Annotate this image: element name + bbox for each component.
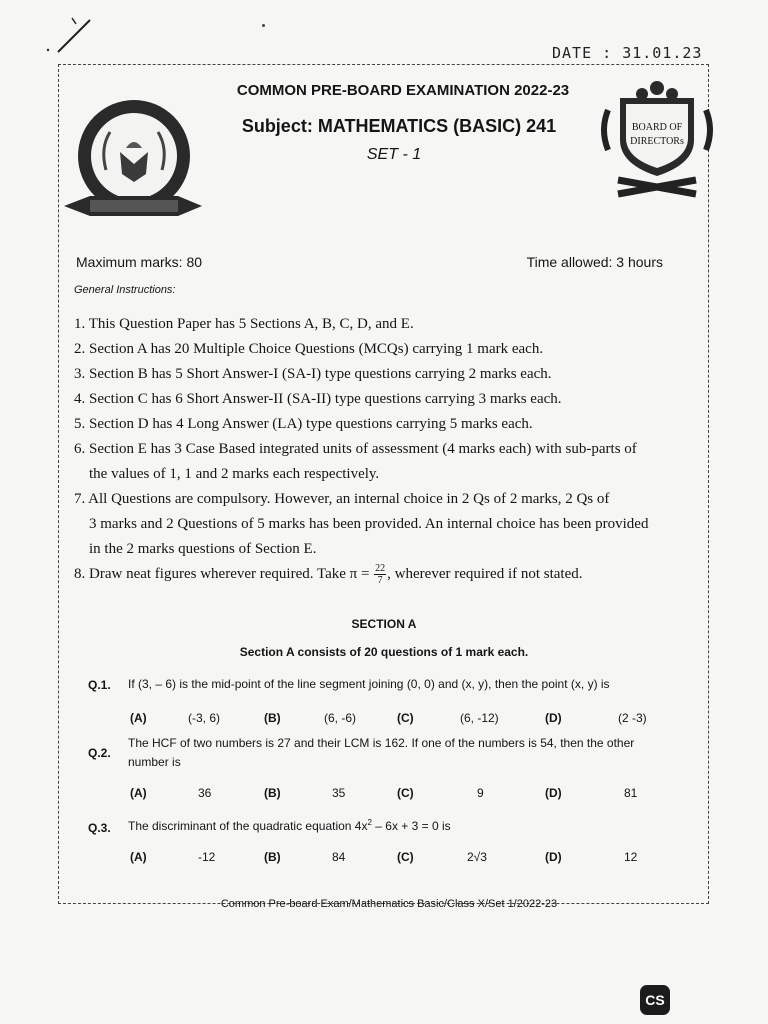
- question-text-cont: number is: [128, 755, 181, 769]
- subject-title: Subject: MATHEMATICS (BASIC) 241: [241, 116, 557, 136]
- stray-dot: [262, 24, 265, 27]
- logo-text-board-of: BOARD OF: [631, 122, 683, 133]
- instruction-6: 6. Section E has 3 Case Based integrated units of assessment (4 marks each) with sub-parts of: [74, 441, 637, 457]
- exponent: 2: [367, 818, 372, 827]
- instruction-7-cont-2: in the 2 marks questions of Section E.: [89, 541, 317, 557]
- instruction-5: 5. Section D has 4 Long Answer (LA) type questions carrying 5 marks each.: [74, 416, 533, 432]
- instruction-7: 7. All Questions are compulsory. However, an internal choice in 2 Qs of 2 marks, 2 Qs of: [74, 491, 610, 507]
- option-value: 81: [624, 786, 638, 800]
- time-allowed: Time allowed: 3 hours: [526, 254, 663, 270]
- instruction-7-cont: 3 marks and 2 Questions of 5 marks has been provided. An internal choice has been provided: [89, 516, 649, 532]
- option-label: (B): [264, 786, 281, 800]
- option-label: (C): [397, 786, 414, 800]
- question-text: [128, 818, 451, 833]
- pi-fraction: [374, 563, 386, 586]
- option-label: (A): [130, 711, 147, 725]
- option-value: (-3, 6): [188, 711, 221, 725]
- option-value: (6, -6): [324, 711, 357, 725]
- fraction-numerator: 22: [375, 563, 386, 575]
- option-value: (6, -12): [460, 711, 499, 725]
- page-footer: Common Pre-board Exam/Mathematics Basic/Class X/Set 1/2022-23: [220, 898, 558, 910]
- pen-mark: [40, 10, 100, 58]
- option-value: 12: [624, 850, 638, 864]
- date-stamp: DATE : 31.01.23: [552, 44, 703, 62]
- set-label: SET - 1: [366, 146, 422, 163]
- option-label: (C): [397, 711, 414, 725]
- max-marks: Maximum marks: 80: [76, 254, 203, 270]
- instruction-6-cont: the values of 1, 1 and 2 marks each respectively.: [89, 466, 380, 482]
- logo-text-directors: DIRECTORs: [630, 136, 684, 147]
- instruction-2: 2. Section A has 20 Multiple Choice Questions (MCQs) carrying 1 mark each.: [74, 341, 544, 357]
- camscanner-badge: [640, 985, 670, 1015]
- question-number: Q.1.: [88, 678, 111, 692]
- badge-text: CS: [645, 992, 665, 1008]
- option-value: 36: [198, 786, 212, 800]
- option-value: 84: [332, 850, 346, 864]
- option-label: (B): [264, 850, 281, 864]
- question-number: Q.3.: [88, 821, 111, 835]
- instruction-3: 3. Section B has 5 Short Answer-I (SA-I) type questions carrying 2 marks each.: [74, 366, 552, 382]
- instruction-4: 4. Section C has 6 Short Answer-II (SA-II) type questions carrying 3 marks each.: [74, 391, 562, 407]
- option-label: (D): [545, 850, 562, 864]
- option-label: (A): [130, 850, 147, 864]
- instruction-1: 1. This Question Paper has 5 Sections A, B, C, D, and E.: [74, 316, 414, 332]
- question-text: The HCF of two numbers is 27 and their LCM is 162. If one of the numbers is 54, then the other: [128, 736, 635, 750]
- option-label: (D): [545, 711, 562, 725]
- option-label: (C): [397, 850, 414, 864]
- instruction-8-tail: , wherever required if not stated.: [387, 566, 583, 582]
- section-title: SECTION A: [351, 617, 417, 631]
- option-value: -12: [198, 850, 216, 864]
- question-text: If (3, – 6) is the mid-point of the line segment joining (0, 0) and (x, y), then the point (x, y) is: [128, 677, 610, 691]
- question-number: Q.2.: [88, 746, 111, 760]
- option-label: (B): [264, 711, 281, 725]
- option-label: (D): [545, 786, 562, 800]
- instruction-8-text: 8. Draw neat figures wherever required. Take π =: [74, 566, 370, 582]
- option-value: (2 -3): [618, 711, 647, 725]
- question-text-part: The discriminant of the quadratic equation 4x: [128, 819, 368, 833]
- section-subtitle: Section A consists of 20 questions of 1 mark each.: [239, 645, 529, 659]
- question-text-part: – 6x + 3 = 0 is: [371, 819, 451, 833]
- instruction-8: [74, 562, 583, 587]
- option-label: (A): [130, 786, 147, 800]
- option-value: 35: [332, 786, 346, 800]
- general-instructions-label: General Instructions:: [74, 284, 176, 296]
- fraction-denominator: 7: [377, 575, 383, 587]
- option-value: 9: [477, 786, 484, 800]
- option-value: 2√3: [467, 850, 487, 864]
- exam-title: COMMON PRE-BOARD EXAMINATION 2022-23: [236, 82, 570, 99]
